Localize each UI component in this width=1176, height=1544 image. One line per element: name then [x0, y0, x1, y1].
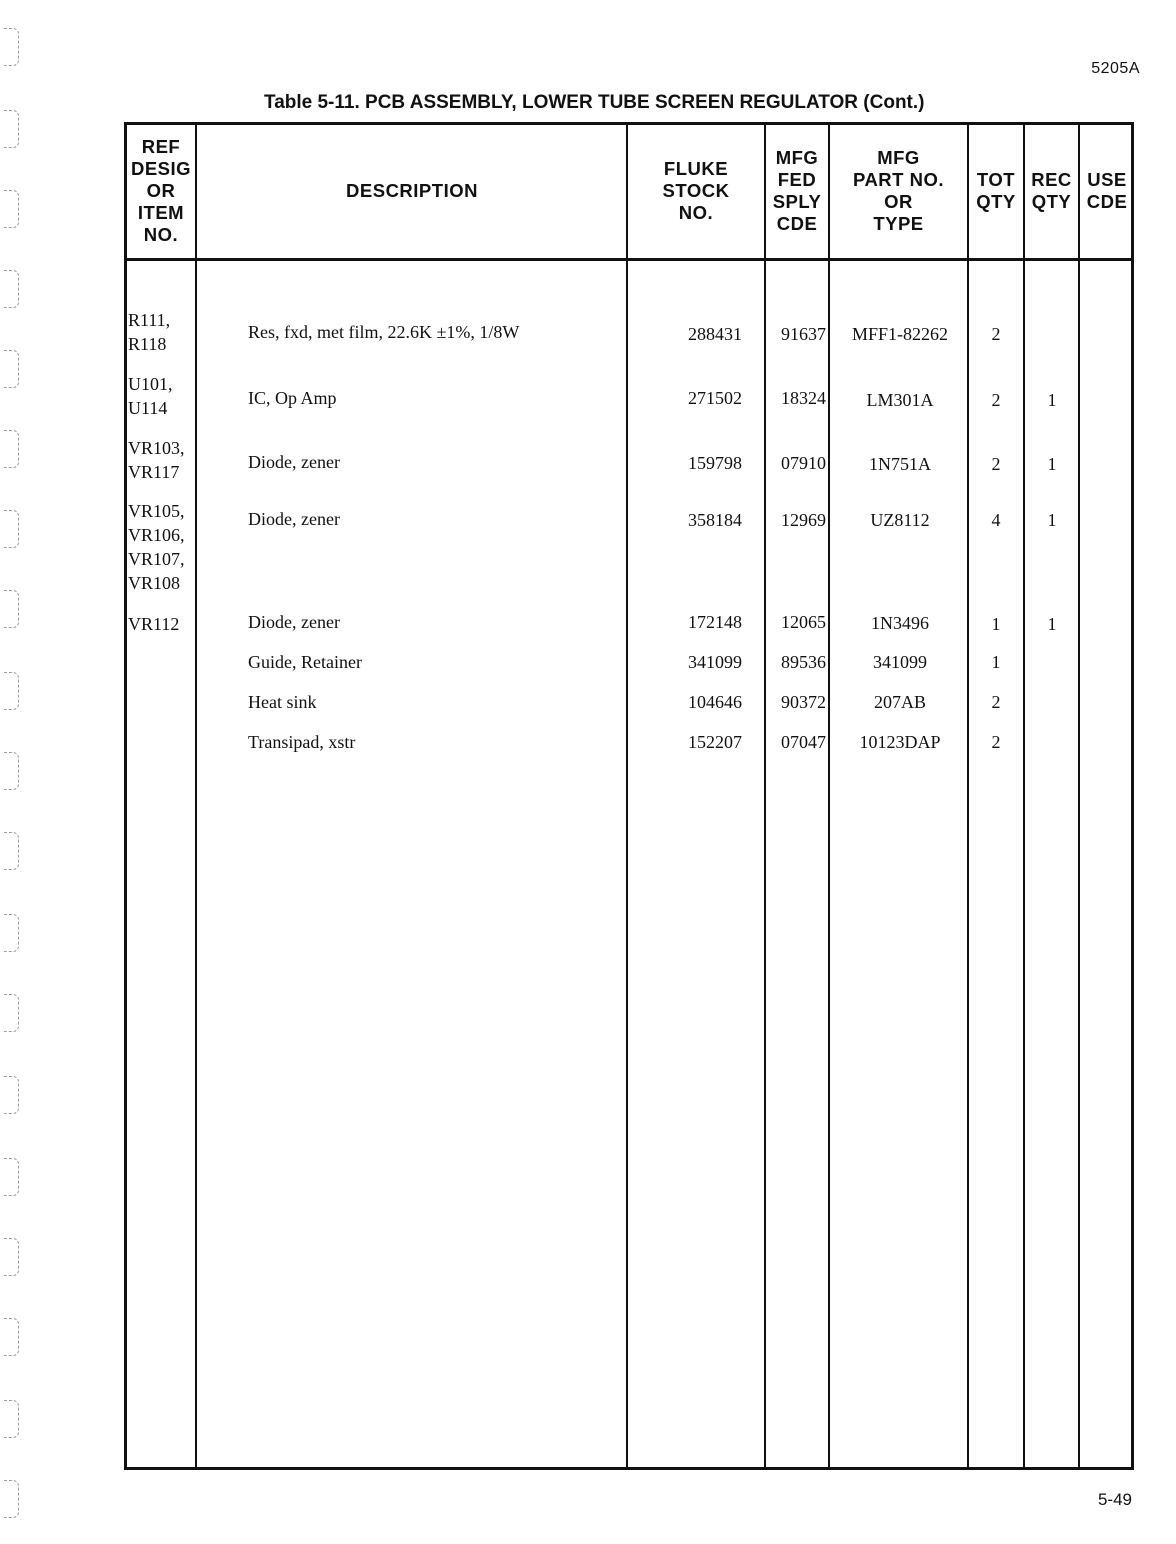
cell-ref-desig: U101, U114 [128, 374, 173, 418]
binder-hole [4, 270, 19, 308]
binder-hole [4, 590, 19, 628]
header-mfg-part-no: MFG PART NO. OR TYPE [852, 147, 945, 234]
cell-ref-desig: R111, R118 [128, 310, 171, 354]
binder-hole [4, 832, 19, 870]
cell-fed-sply-cde: 91637 [781, 324, 826, 344]
cell-stock-no: 159798 [688, 453, 742, 473]
binder-hole [4, 430, 19, 468]
cell-part-no: UZ8112 [870, 510, 930, 530]
cell-stock-no: 152207 [688, 732, 742, 752]
cell-ref-desig: VR105, VR106, VR107, VR108 [128, 501, 185, 593]
cell-tot-qty: 4 [991, 510, 1001, 530]
column-divider [967, 122, 969, 1470]
binder-hole [4, 752, 19, 790]
cell-description: Transipad, xstr [248, 732, 356, 752]
cell-fed-sply-cde: 07047 [781, 732, 826, 752]
column-divider [626, 122, 628, 1470]
cell-description: Guide, Retainer [248, 652, 362, 672]
cell-fed-sply-cde: 12969 [781, 510, 826, 530]
column-divider [1078, 122, 1080, 1470]
page-number: 5-49 [1097, 1490, 1132, 1509]
cell-stock-no: 104646 [688, 692, 742, 712]
header-tot-qty: TOT QTY [976, 169, 1016, 212]
cell-part-no: 1N751A [869, 454, 931, 474]
cell-rec-qty: 1 [1047, 390, 1057, 410]
cell-fed-sply-cde: 12065 [781, 612, 826, 632]
cell-description: Heat sink [248, 692, 317, 712]
header-use-cde: USE CDE [1086, 169, 1128, 212]
binder-hole [4, 350, 19, 388]
cell-fed-sply-cde: 07910 [781, 453, 826, 473]
binder-hole [4, 672, 19, 710]
cell-rec-qty: 1 [1047, 614, 1057, 634]
header-description: DESCRIPTION [346, 180, 478, 201]
cell-fed-sply-cde: 89536 [781, 652, 826, 672]
binder-edge [0, 0, 24, 1544]
binder-hole [4, 28, 19, 66]
column-divider [1023, 122, 1025, 1470]
cell-part-no: 10123DAP [859, 732, 941, 752]
cell-ref-desig: VR112 [128, 614, 180, 634]
binder-hole [4, 994, 19, 1032]
cell-tot-qty: 2 [991, 454, 1001, 474]
cell-description: Diode, zener [248, 509, 340, 529]
cell-part-no: MFF1-82262 [851, 324, 949, 344]
header-rec-qty: REC QTY [1031, 169, 1072, 212]
cell-stock-no: 288431 [688, 324, 742, 344]
cell-tot-qty: 1 [991, 614, 1001, 634]
cell-rec-qty: 1 [1047, 454, 1057, 474]
cell-fed-sply-cde: 18324 [781, 388, 826, 408]
cell-description: Diode, zener [248, 612, 340, 632]
cell-stock-no: 358184 [688, 510, 742, 530]
cell-description: Res, fxd, met film, 22.6K ±1%, 1/8W [248, 322, 520, 342]
cell-description: IC, Op Amp [248, 388, 337, 408]
cell-part-no: LM301A [866, 390, 934, 410]
cell-fed-sply-cde: 90372 [781, 692, 826, 712]
cell-rec-qty: 1 [1047, 510, 1057, 530]
header-rule [124, 258, 1134, 261]
cell-stock-no: 172148 [688, 612, 742, 632]
table-title: Table 5-11. PCB ASSEMBLY, LOWER TUBE SCREEN REGULATOR (Cont.) [264, 92, 925, 113]
binder-hole [4, 1480, 19, 1518]
cell-tot-qty: 2 [991, 732, 1001, 752]
binder-hole [4, 1400, 19, 1438]
cell-part-no: 1N3496 [871, 613, 929, 633]
binder-hole [4, 1158, 19, 1196]
header-mfg-fed-sply-cde: MFG FED SPLY CDE [772, 147, 822, 234]
cell-part-no: 341099 [873, 652, 927, 672]
binder-hole [4, 110, 19, 148]
header-ref-desig: REF DESIG OR ITEM NO. [130, 136, 192, 245]
column-divider [764, 122, 766, 1470]
cell-ref-desig: VR103, VR117 [128, 438, 185, 482]
header-fluke-stock-no: FLUKE STOCK NO. [662, 158, 730, 223]
cell-part-no: 207AB [873, 692, 926, 712]
column-divider [828, 122, 830, 1470]
cell-tot-qty: 2 [991, 390, 1001, 410]
binder-hole [4, 190, 19, 228]
binder-hole [4, 1076, 19, 1114]
binder-hole [4, 1238, 19, 1276]
column-divider [195, 122, 197, 1470]
cell-stock-no: 271502 [688, 388, 742, 408]
binder-hole [4, 510, 19, 548]
cell-tot-qty: 1 [991, 652, 1001, 672]
cell-tot-qty: 2 [991, 324, 1001, 344]
cell-tot-qty: 2 [991, 692, 1001, 712]
cell-stock-no: 341099 [688, 652, 742, 672]
binder-hole [4, 914, 19, 952]
cell-description: Diode, zener [248, 452, 340, 472]
document-code: 5205A [1091, 60, 1140, 77]
binder-hole [4, 1318, 19, 1356]
